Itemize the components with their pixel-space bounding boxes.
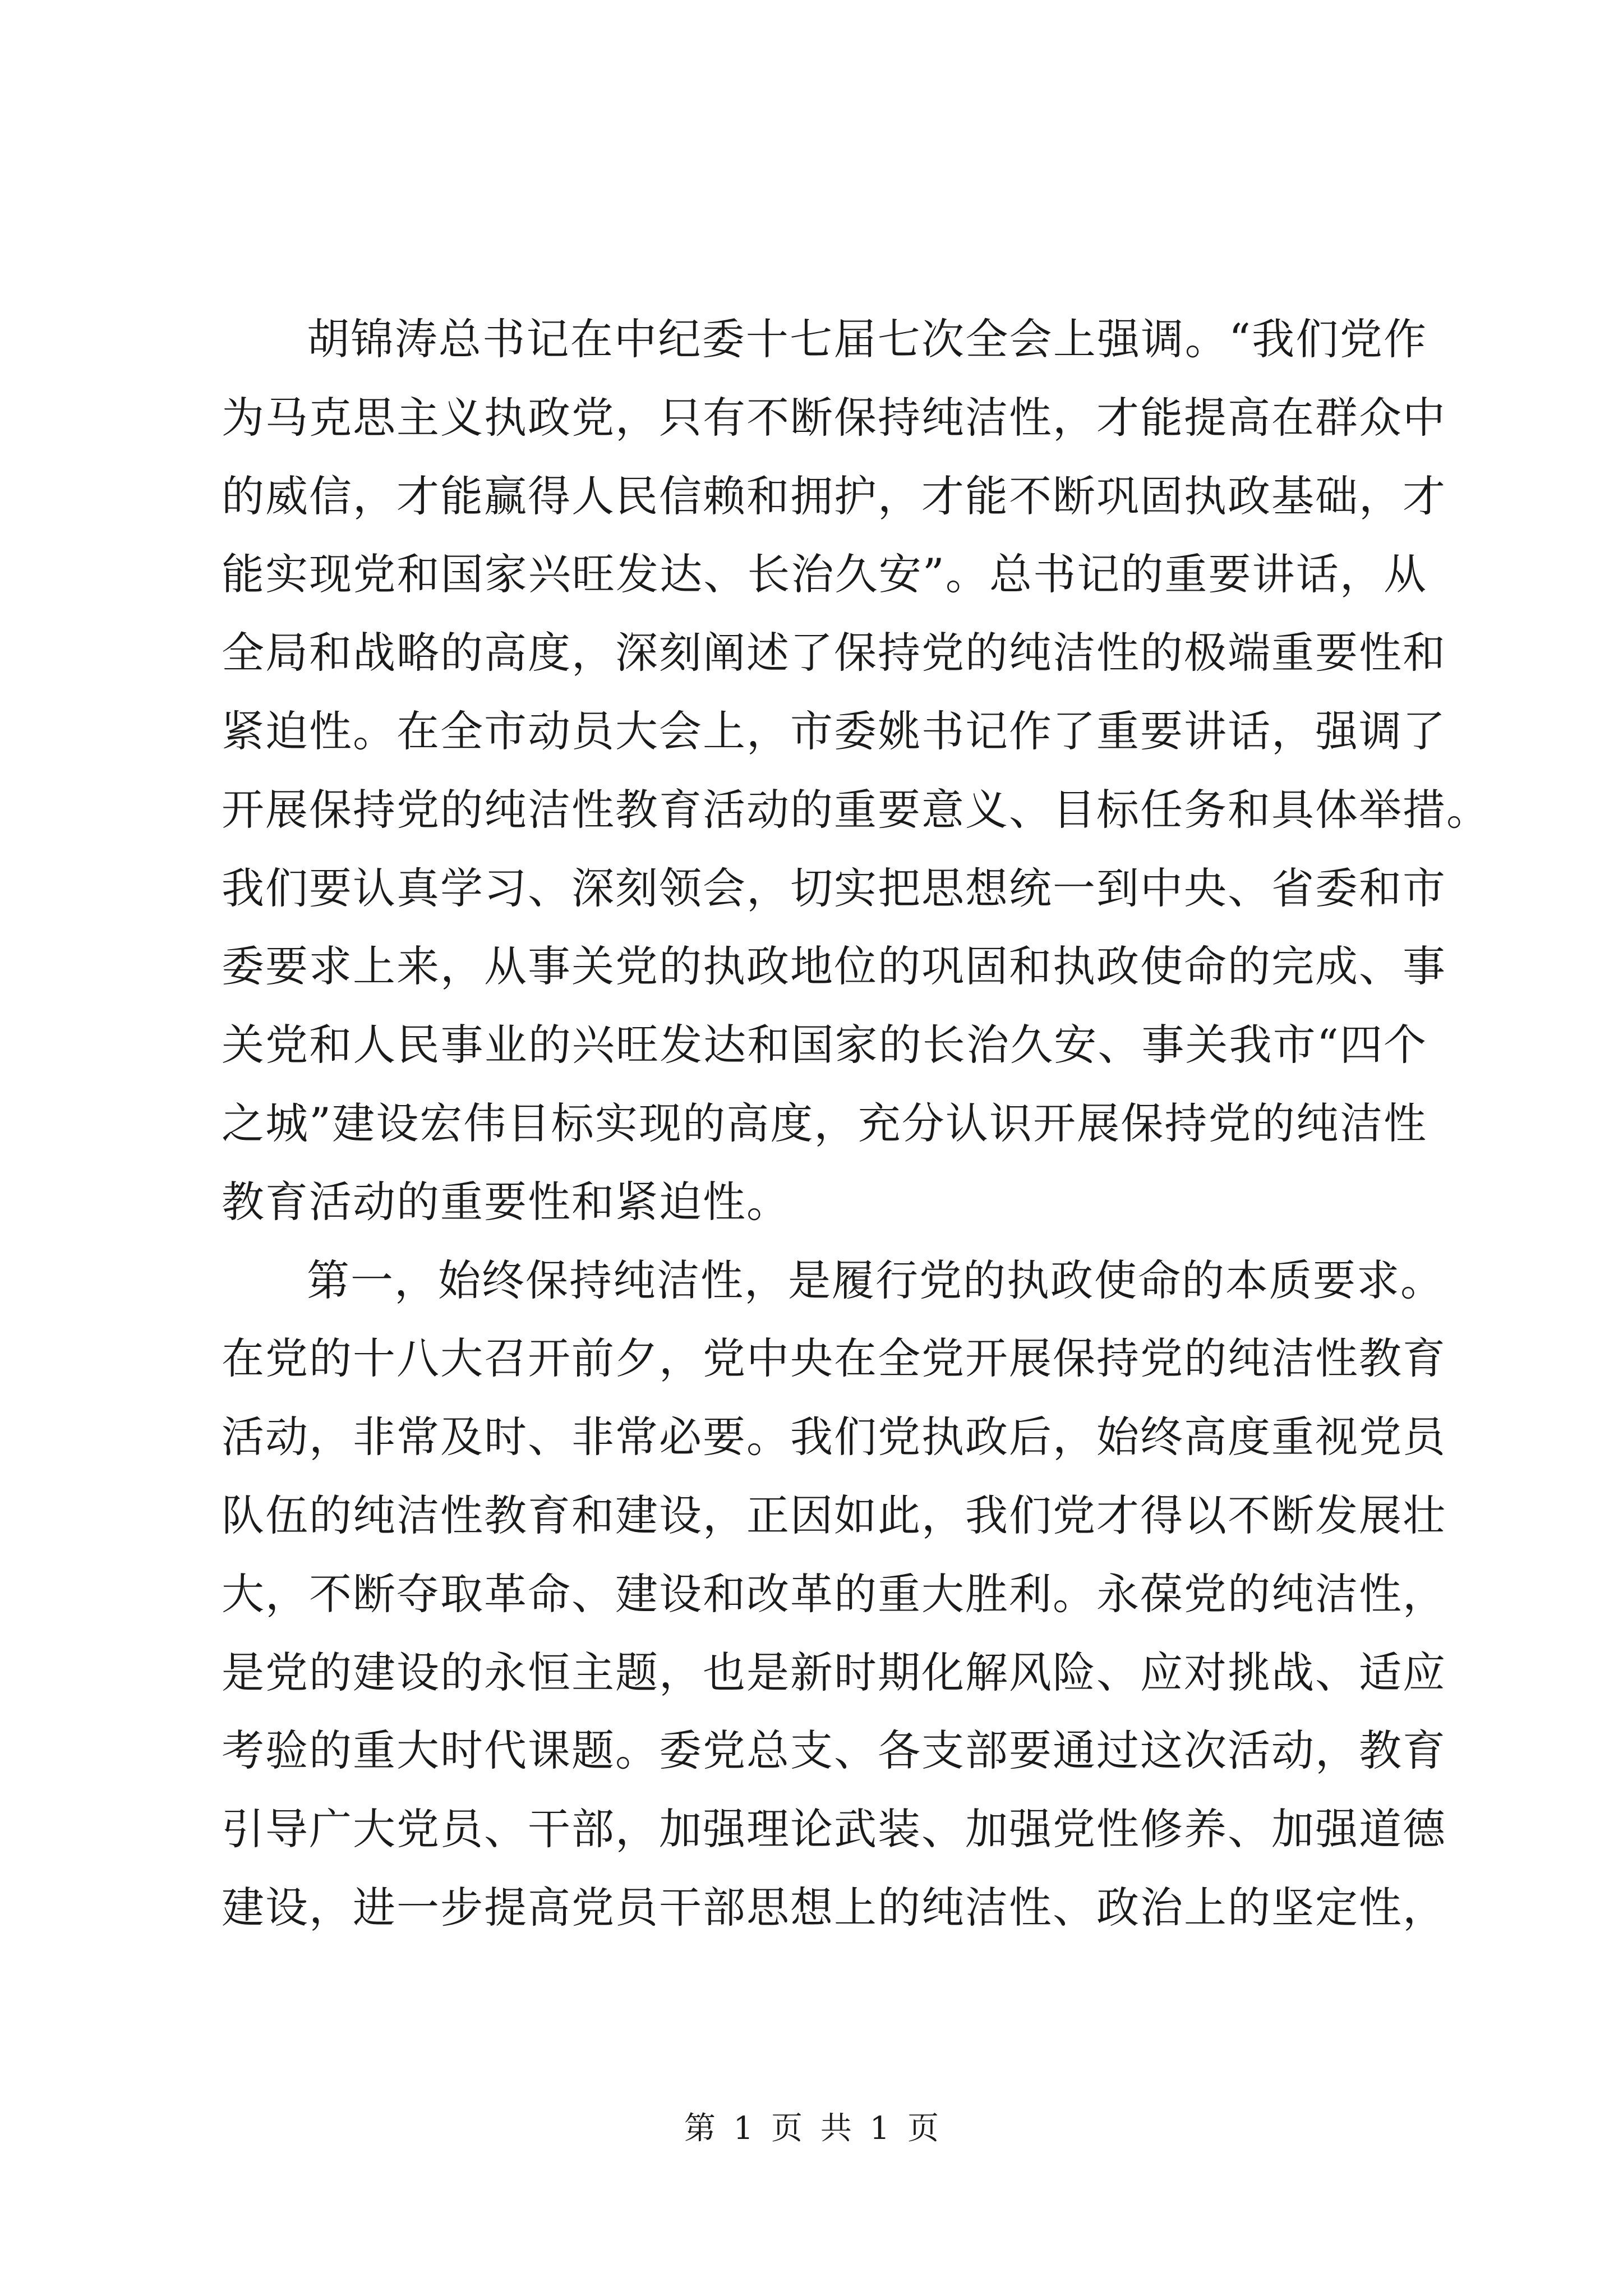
paragraph-2-line-8: 引导广大党员、干部，加强理论武装、加强党性修养、加强道德 [222,1804,1446,1855]
paragraph-1-line-8: 我们要认真学习、深刻领会，切实把思想统一到中央、省委和市 [222,863,1446,913]
paragraph-1-line-4: 能实现党和国家兴旺发达、长治久安”。总书记的重要讲话，从 [222,549,1427,600]
paragraph-2-line-5: 大，不断夺取革命、建设和改革的重大胜利。永葆党的纯洁性， [222,1568,1446,1619]
paragraph-1-line-7: 开展保持党的纯洁性教育活动的重要意义、目标任务和具体举措。 [222,784,1490,835]
paragraph-2-line-1: 第一，始终保持纯洁性，是履行党的执政使命的本质要求。 [307,1255,1444,1305]
paragraph-2-line-4: 队伍的纯洁性教育和建设，正因如此，我们党才得以不断发展壮 [222,1490,1446,1540]
paragraph-1-line-2: 为马克思主义执政党，只有不断保持纯洁性，才能提高在群众中 [222,392,1446,443]
paragraph-1-line-10: 关党和人民事业的兴旺发达和国家的长治久安、事关我市“四个 [222,1020,1427,1070]
paragraph-2-line-2: 在党的十八大召开前夕，党中央在全党开展保持党的纯洁性教育 [222,1333,1446,1384]
paragraph-1-line-12: 教育活动的重要性和紧迫性。 [222,1176,790,1227]
paragraph-2-line-3: 活动，非常及时、非常必要。我们党执政后，始终高度重视党员 [222,1412,1446,1462]
document-body [222,300,1490,1947]
paragraph-1-line-11: 之城”建设宏伟目标实现的高度，充分认识开展保持党的纯洁性 [222,1098,1427,1148]
paragraph-1-line-9: 委要求上来，从事关党的执政地位的巩固和执政使命的完成、事 [222,941,1446,992]
page-footer: 第 1 页 共 1 页 [684,2110,939,2147]
paragraph-2-line-9: 建设，进一步提高党员干部思想上的纯洁性、政治上的坚定性， [222,1882,1446,1932]
paragraph-1-line-1: 胡锦涛总书记在中纪委十七届七次全会上强调。“我们党作 [307,314,1427,364]
paragraph-1-line-3: 的威信，才能赢得人民信赖和拥护，才能不断巩固执政基础，才 [222,471,1446,521]
paragraph-2-line-7: 考验的重大时代课题。委党总支、各支部要通过这次活动，教育 [222,1726,1446,1776]
paragraph-1-line-6: 紧迫性。在全市动员大会上，市委姚书记作了重要讲话，强调了 [222,706,1446,756]
paragraph-2-line-6: 是党的建设的永恒主题，也是新时期化解风险、应对挑战、适应 [222,1647,1446,1697]
paragraph-1-line-5: 全局和战略的高度，深刻阐述了保持党的纯洁性的极端重要性和 [222,628,1446,678]
